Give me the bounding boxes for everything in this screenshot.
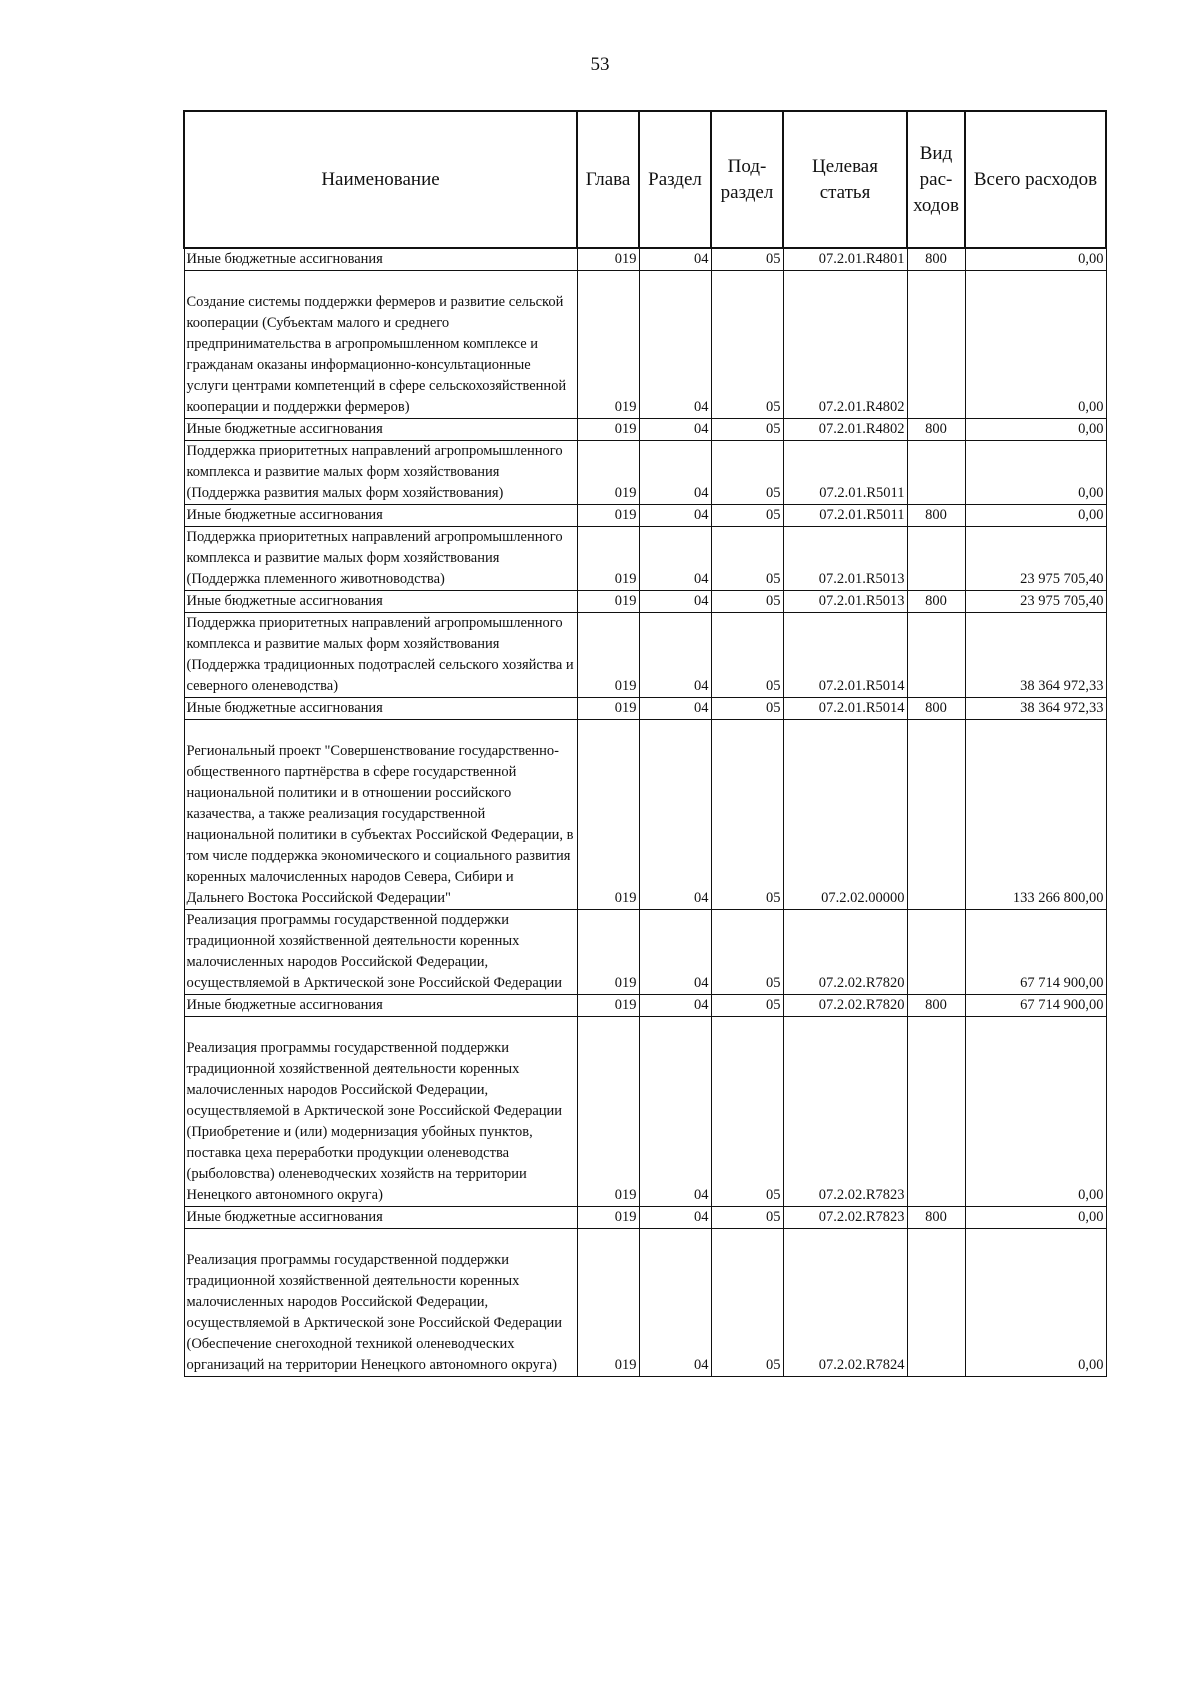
- cell-name: Иные бюджетные ассигнования: [184, 248, 577, 271]
- cell-vsego-rashodov: 23 975 705,40: [965, 591, 1106, 613]
- cell-glava: 019: [577, 591, 639, 613]
- header-tselevaya-statya: Целевая статья: [783, 111, 907, 248]
- cell-podrazdel: 05: [711, 698, 783, 720]
- cell-podrazdel: 05: [711, 720, 783, 910]
- header-podrazdel: Под-раздел: [711, 111, 783, 248]
- cell-name: Реализация программы государственной поддержки традиционной хозяйственной деятельности коренных малочисленных народов Российской Федерации, осуществляемой в Арктической зоне Российской Федерации (Обеспечение снегоходной техникой оленеводческих организаций на территории Ненецкого автономного округа): [184, 1229, 577, 1377]
- cell-tselevaya-statya: 07.2.01.R4801: [783, 248, 907, 271]
- cell-razdel: 04: [639, 1207, 711, 1229]
- cell-razdel: 04: [639, 271, 711, 419]
- cell-vsego-rashodov: 0,00: [965, 1207, 1106, 1229]
- cell-vid-rashodov: [907, 527, 965, 591]
- table-row: [184, 419, 1106, 441]
- table-header-row: [184, 111, 1106, 248]
- cell-razdel: 04: [639, 613, 711, 698]
- cell-name: Иные бюджетные ассигнования: [184, 591, 577, 613]
- cell-podrazdel: 05: [711, 591, 783, 613]
- cell-razdel: 04: [639, 910, 711, 995]
- cell-vid-rashodov: 800: [907, 248, 965, 271]
- cell-glava: 019: [577, 441, 639, 505]
- cell-glava: 019: [577, 248, 639, 271]
- cell-name: Региональный проект "Совершенствование государственно-общественного партнёрства в сфере государственной национальной политики и в отношении российского казачества, а также реализация государственной национальной политики в субъектах Российской Федерации, в том числе поддержка экономического и социального развития коренных малочисленных народов Севера, Сибири и Дальнего Востока Российской Федерации": [184, 720, 577, 910]
- table-row: [184, 271, 1106, 419]
- cell-tselevaya-statya: 07.2.01.R5014: [783, 698, 907, 720]
- cell-vsego-rashodov: 0,00: [965, 441, 1106, 505]
- cell-glava: 019: [577, 613, 639, 698]
- cell-podrazdel: 05: [711, 1017, 783, 1207]
- cell-name: Поддержка приоритетных направлений агропромышленного комплекса и развитие малых форм хозяйствования (Поддержка традиционных подотраслей сельского хозяйства и северного оленеводства): [184, 613, 577, 698]
- cell-glava: 019: [577, 271, 639, 419]
- cell-glava: 019: [577, 995, 639, 1017]
- cell-name: Создание системы поддержки фермеров и развитие сельской кооперации (Субъектам малого и среднего предпринимательства в агропромышленном комплексе и гражданам оказаны информационно-консультационные услуги центрами компетенций в сфере сельскохозяйственной кооперации и поддержки фермеров): [184, 271, 577, 419]
- cell-razdel: 04: [639, 995, 711, 1017]
- cell-tselevaya-statya: 07.2.01.R4802: [783, 419, 907, 441]
- table-body: [184, 248, 1106, 1377]
- cell-vid-rashodov: [907, 1017, 965, 1207]
- cell-vid-rashodov: 800: [907, 419, 965, 441]
- cell-razdel: 04: [639, 527, 711, 591]
- budget-table: [183, 110, 1107, 1377]
- cell-vid-rashodov: [907, 1229, 965, 1377]
- header-name: Наименование: [184, 111, 577, 248]
- cell-tselevaya-statya: 07.2.02.R7820: [783, 910, 907, 995]
- cell-vid-rashodov: [907, 271, 965, 419]
- cell-name: Иные бюджетные ассигнования: [184, 419, 577, 441]
- cell-vsego-rashodov: 67 714 900,00: [965, 995, 1106, 1017]
- table-row: [184, 613, 1106, 698]
- cell-podrazdel: 05: [711, 419, 783, 441]
- cell-podrazdel: 05: [711, 1229, 783, 1377]
- cell-vsego-rashodov: 0,00: [965, 271, 1106, 419]
- cell-podrazdel: 05: [711, 505, 783, 527]
- cell-vsego-rashodov: 23 975 705,40: [965, 527, 1106, 591]
- cell-vid-rashodov: 800: [907, 505, 965, 527]
- cell-name: Поддержка приоритетных направлений агропромышленного комплекса и развитие малых форм хозяйствования (Поддержка развития малых форм хозяйствования): [184, 441, 577, 505]
- cell-name: Иные бюджетные ассигнования: [184, 995, 577, 1017]
- cell-vsego-rashodov: 38 364 972,33: [965, 698, 1106, 720]
- cell-glava: 019: [577, 527, 639, 591]
- cell-vsego-rashodov: 0,00: [965, 505, 1106, 527]
- cell-glava: 019: [577, 1017, 639, 1207]
- cell-razdel: 04: [639, 441, 711, 505]
- table-row: [184, 591, 1106, 613]
- table-row: [184, 698, 1106, 720]
- cell-vsego-rashodov: 0,00: [965, 1017, 1106, 1207]
- cell-tselevaya-statya: 07.2.02.R7824: [783, 1229, 907, 1377]
- table-row: [184, 441, 1106, 505]
- header-glava: Глава: [577, 111, 639, 248]
- cell-tselevaya-statya: 07.2.01.R5013: [783, 591, 907, 613]
- cell-podrazdel: 05: [711, 441, 783, 505]
- cell-tselevaya-statya: 07.2.01.R5014: [783, 613, 907, 698]
- table-row: [184, 505, 1106, 527]
- cell-podrazdel: 05: [711, 527, 783, 591]
- cell-glava: 019: [577, 910, 639, 995]
- cell-podrazdel: 05: [711, 248, 783, 271]
- cell-vsego-rashodov: 38 364 972,33: [965, 613, 1106, 698]
- cell-name: Реализация программы государственной поддержки традиционной хозяйственной деятельности коренных малочисленных народов Российской Федерации, осуществляемой в Арктической зоне Российской Федерации (Приобретение и (или) модернизация убойных пунктов, поставка цеха переработки продукции оленеводства (рыболовства) оленеводческих хозяйств на территории Ненецкого автономного округа): [184, 1017, 577, 1207]
- cell-podrazdel: 05: [711, 1207, 783, 1229]
- cell-razdel: 04: [639, 248, 711, 271]
- cell-podrazdel: 05: [711, 613, 783, 698]
- cell-vsego-rashodov: 0,00: [965, 248, 1106, 271]
- cell-tselevaya-statya: 07.2.01.R5011: [783, 505, 907, 527]
- cell-name: Иные бюджетные ассигнования: [184, 505, 577, 527]
- cell-podrazdel: 05: [711, 995, 783, 1017]
- header-vsego-rashodov: Всего расходов: [965, 111, 1106, 248]
- cell-razdel: 04: [639, 419, 711, 441]
- cell-razdel: 04: [639, 591, 711, 613]
- table-row: [184, 1017, 1106, 1207]
- cell-vid-rashodov: [907, 613, 965, 698]
- cell-vsego-rashodov: 67 714 900,00: [965, 910, 1106, 995]
- cell-tselevaya-statya: 07.2.01.R5013: [783, 527, 907, 591]
- cell-razdel: 04: [639, 698, 711, 720]
- cell-vsego-rashodov: 133 266 800,00: [965, 720, 1106, 910]
- cell-vid-rashodov: [907, 441, 965, 505]
- cell-podrazdel: 05: [711, 271, 783, 419]
- cell-glava: 019: [577, 1229, 639, 1377]
- page-number: 53: [590, 54, 610, 75]
- cell-glava: 019: [577, 1207, 639, 1229]
- table-row: [184, 720, 1106, 910]
- table-row: [184, 248, 1106, 271]
- cell-tselevaya-statya: 07.2.02.00000: [783, 720, 907, 910]
- table-row: [184, 1207, 1106, 1229]
- cell-name: Иные бюджетные ассигнования: [184, 1207, 577, 1229]
- cell-vid-rashodov: [907, 720, 965, 910]
- cell-podrazdel: 05: [711, 910, 783, 995]
- cell-razdel: 04: [639, 505, 711, 527]
- header-razdel: Раздел: [639, 111, 711, 248]
- cell-tselevaya-statya: 07.2.02.R7823: [783, 1207, 907, 1229]
- cell-vid-rashodov: 800: [907, 698, 965, 720]
- cell-tselevaya-statya: 07.2.02.R7823: [783, 1017, 907, 1207]
- table-row: [184, 910, 1106, 995]
- header-vid-rashodov: Вид рас-ходов: [907, 111, 965, 248]
- cell-razdel: 04: [639, 720, 711, 910]
- cell-vid-rashodov: 800: [907, 591, 965, 613]
- cell-tselevaya-statya: 07.2.01.R4802: [783, 271, 907, 419]
- cell-vid-rashodov: [907, 910, 965, 995]
- cell-glava: 019: [577, 505, 639, 527]
- table-row: [184, 527, 1106, 591]
- table-row: [184, 995, 1106, 1017]
- cell-name: Иные бюджетные ассигнования: [184, 698, 577, 720]
- cell-vid-rashodov: 800: [907, 995, 965, 1017]
- cell-glava: 019: [577, 698, 639, 720]
- cell-glava: 019: [577, 419, 639, 441]
- cell-vsego-rashodov: 0,00: [965, 1229, 1106, 1377]
- cell-glava: 019: [577, 720, 639, 910]
- cell-tselevaya-statya: 07.2.02.R7820: [783, 995, 907, 1017]
- cell-vid-rashodov: 800: [907, 1207, 965, 1229]
- cell-tselevaya-statya: 07.2.01.R5011: [783, 441, 907, 505]
- cell-name: Поддержка приоритетных направлений агропромышленного комплекса и развитие малых форм хозяйствования (Поддержка племенного животноводства): [184, 527, 577, 591]
- cell-razdel: 04: [639, 1229, 711, 1377]
- cell-name: Реализация программы государственной поддержки традиционной хозяйственной деятельности коренных малочисленных народов Российской Федерации, осуществляемой в Арктической зоне Российской Федерации: [184, 910, 577, 995]
- cell-vsego-rashodov: 0,00: [965, 419, 1106, 441]
- table-row: [184, 1229, 1106, 1377]
- cell-razdel: 04: [639, 1017, 711, 1207]
